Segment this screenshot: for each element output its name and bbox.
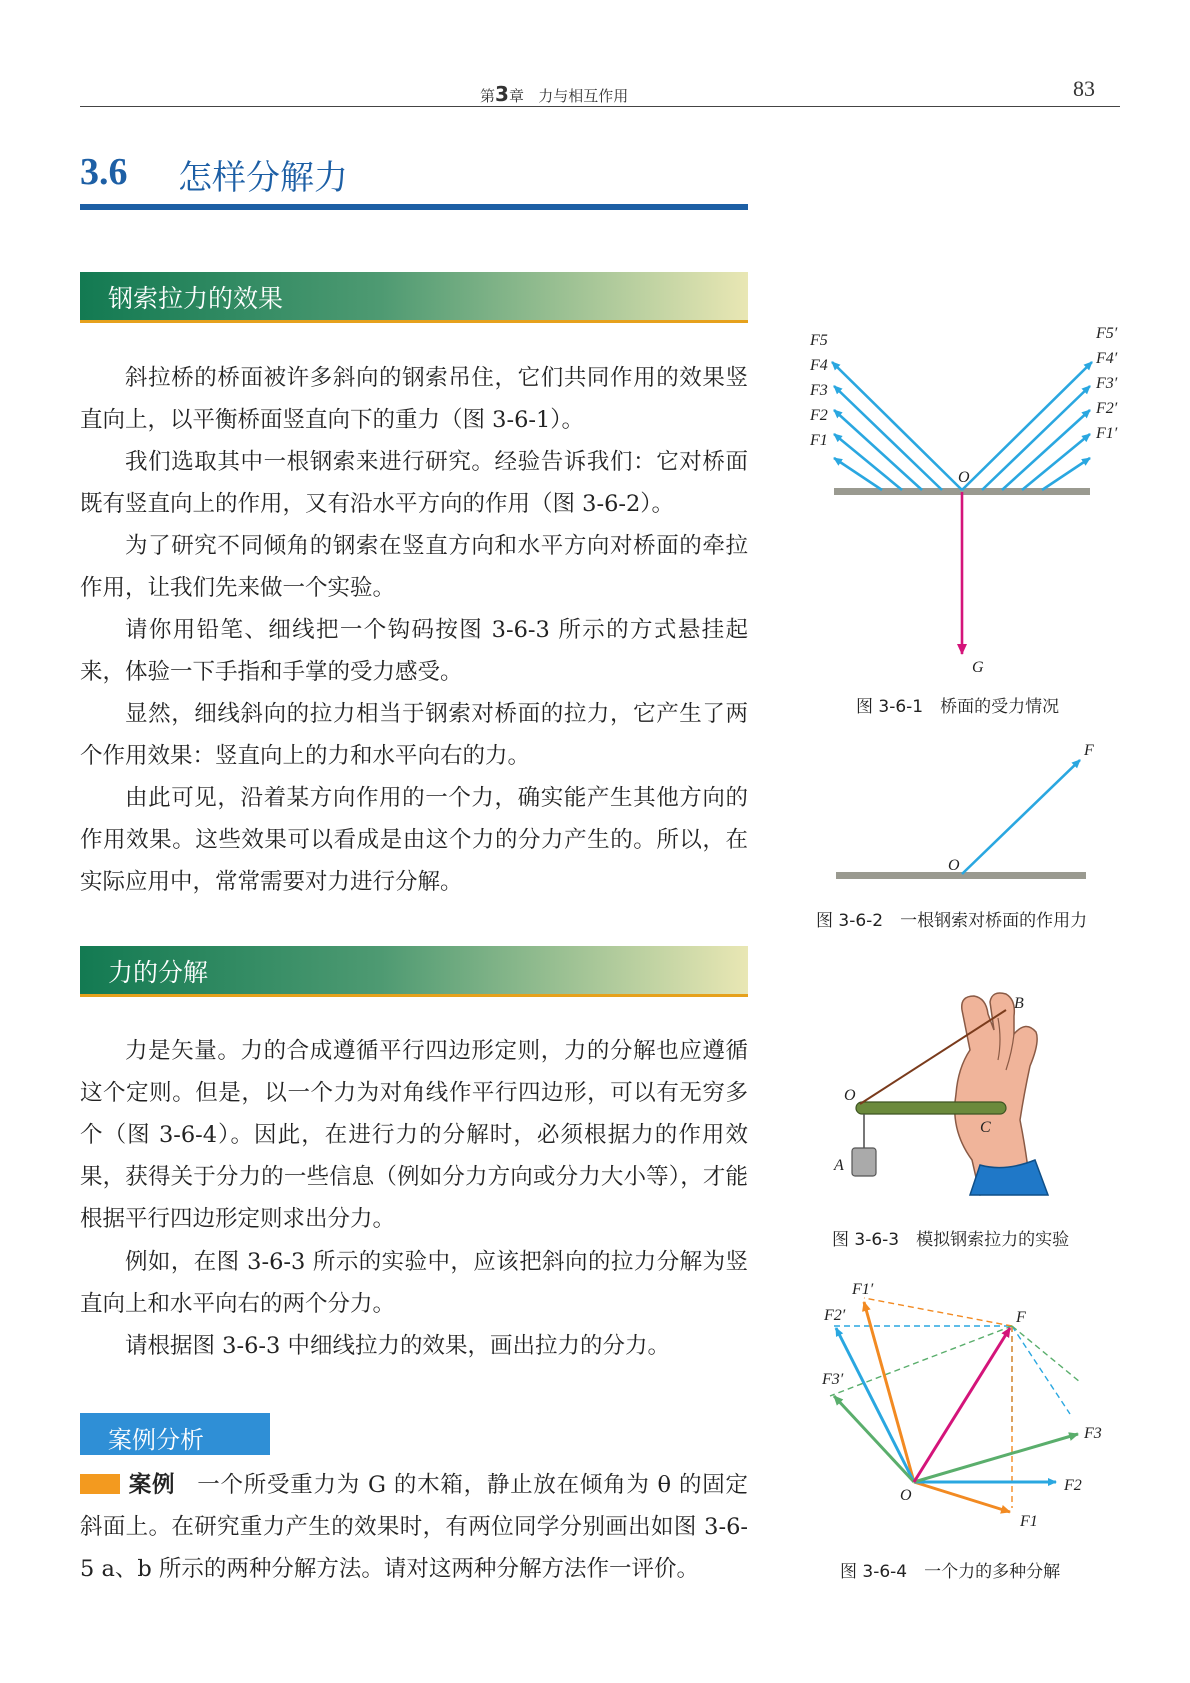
force-arrow-f1-prime [1042, 458, 1090, 490]
chapter-header [480, 82, 880, 106]
subsection-1-title: 钢索拉力的效果 [108, 284, 284, 313]
paragraph: 我们选取其中一根钢索来进行研究。经验告诉我们：它对桥面既有竖直向上的作用，又有沿水平方向的作用（图 3-6-2）。 [80, 449, 748, 517]
case-study-title: 案例分析 [108, 1426, 204, 1454]
pencil [856, 1102, 1006, 1114]
label-f2: F2 [1064, 1477, 1082, 1494]
figure-3-6-4-caption: 图 3-6-4 一个力的多种分解 [840, 1562, 1061, 1582]
subsection-2-title: 力的分解 [108, 958, 209, 987]
label-point-b: B [1014, 995, 1024, 1012]
force-arrow-f4 [834, 386, 942, 490]
page-number: 83 [1073, 76, 1095, 101]
label-f1: F1 [1020, 1513, 1038, 1530]
label-force: F [1084, 742, 1094, 759]
figure-3-6-1 [800, 320, 1120, 680]
parallelogram-guides [830, 1298, 1080, 1508]
label-f3-prime: F3′ [822, 1371, 844, 1388]
paragraph: 斜拉桥的桥面被许多斜向的钢索吊住，它们共同作用的效果竖直向上，以平衡桥面竖直向下的重力（图 3-6-1）。 [80, 365, 748, 433]
force-arrow-f4-prime [982, 386, 1090, 490]
label-f1: F1 [810, 432, 828, 449]
case-marker [80, 1474, 120, 1494]
paragraph: 显然，细线斜向的拉力相当于钢索对桥面的拉力，它产生了两个作用效果：竖直向上的力和水平向右的力。 [80, 701, 748, 769]
chapter-title: 力与相互作用 [538, 87, 629, 105]
section-title-rule [80, 204, 748, 210]
label-f2-prime: F2′ [1096, 400, 1118, 417]
label-f5: F5 [810, 332, 828, 349]
label-f1-prime: F1′ [852, 1281, 874, 1298]
chapter-prefix: 第 [480, 87, 496, 105]
label-o: O [900, 1487, 912, 1504]
force-arrow-f1 [834, 458, 882, 490]
label-f4-prime: F4′ [1096, 350, 1118, 367]
chapter-suffix: 章 [508, 87, 524, 105]
hook-weight [852, 1148, 876, 1176]
case-paragraph [80, 1464, 748, 1590]
paragraph: 例如，在图 3-6-3 所示的实验中，应该把斜向的拉力分解为竖直向上和水平向右的两个分力。 [80, 1249, 748, 1317]
label-point-a: A [834, 1157, 844, 1174]
subsection-2-banner [80, 946, 748, 997]
figure-3-6-3 [830, 990, 1090, 1210]
case-label: 案例 [128, 1472, 176, 1498]
paragraph: 力是矢量。力的合成遵循平行四边形定则，力的分解也应遵循这个定则。但是，以一个力为对角线作平行四边形，可以有无穷多个（图 3-6-4）。因此，在进行力的分解时，必须根据力的作用效果，获得关于分力的一些信息（例如分力方向或分力大小等），才能根据平行四边形定则求出分力。 [80, 1038, 748, 1232]
label-f3: F3 [810, 382, 828, 399]
label-f3-prime: F3′ [1096, 375, 1118, 392]
figure-3-6-3-caption: 图 3-6-3 模拟钢索拉力的实验 [832, 1230, 1070, 1250]
left-cable-forces [832, 362, 962, 490]
force-arrow-f3 [834, 410, 922, 490]
figure-3-6-1-caption: 图 3-6-1 桥面的受力情况 [856, 697, 1060, 717]
label-f: F [1016, 1309, 1026, 1326]
label-f5-prime: F5′ [1096, 325, 1118, 342]
case-text: 一个所受重力为 G 的木箱，静止放在倾角为 θ 的固定斜面上。在研究重力产生的效果时，有两位同学分别画出如图 3-6-5 a、b 所示的两种分解方法。请对这两种分解方法作一评价。 [80, 1472, 748, 1582]
label-f4: F4 [810, 357, 828, 374]
right-cable-forces [962, 362, 1092, 490]
paragraph: 请根据图 3-6-3 中细线拉力的效果，画出拉力的分力。 [125, 1333, 670, 1359]
arrow-f1 [914, 1482, 1010, 1512]
label-f3: F3 [1084, 1425, 1102, 1442]
figure-3-6-4 [822, 1278, 1112, 1548]
label-f2-prime: F2′ [824, 1307, 846, 1324]
paragraph: 由此可见，沿着某方向作用的一个力，确实能产生其他方向的作用效果。这些效果可以看成是由这个力的分力产生的。所以，在实际应用中，常常需要对力进行分解。 [80, 785, 748, 895]
figure-3-6-2 [830, 740, 1130, 890]
force-arrow-f3-prime [1002, 410, 1090, 490]
paragraph: 请你用铅笔、细线把一个钩码按图 3-6-3 所示的方式悬挂起来，体验一下手指和手掌的受力感受。 [80, 617, 748, 685]
label-f1-prime: F1′ [1096, 425, 1118, 442]
subsection-1-banner [80, 272, 748, 323]
arrow-f2-prime [836, 1328, 914, 1482]
hand-illustration [955, 993, 1048, 1195]
cable-force-arrow [962, 760, 1080, 874]
label-f2: F2 [810, 407, 828, 424]
label-point-o: O [844, 1087, 856, 1104]
section-title: 怎样分解力 [178, 158, 348, 198]
label-point-c: C [980, 1119, 991, 1136]
section-number: 3.6 [80, 151, 128, 193]
label-origin: O [958, 469, 970, 486]
chapter-number: 3 [495, 82, 509, 106]
paragraph: 为了研究不同倾角的钢索在竖直方向和水平方向对桥面的牵拉作用，让我们先来做一个实验。 [80, 533, 748, 601]
label-gravity: G [972, 659, 984, 676]
case-study-banner [80, 1413, 270, 1455]
label-origin: O [948, 857, 960, 874]
bridge-deck [836, 872, 1086, 879]
figure-3-6-2-caption: 图 3-6-2 一根钢索对桥面的作用力 [816, 911, 1088, 931]
header-divider [80, 106, 1120, 107]
